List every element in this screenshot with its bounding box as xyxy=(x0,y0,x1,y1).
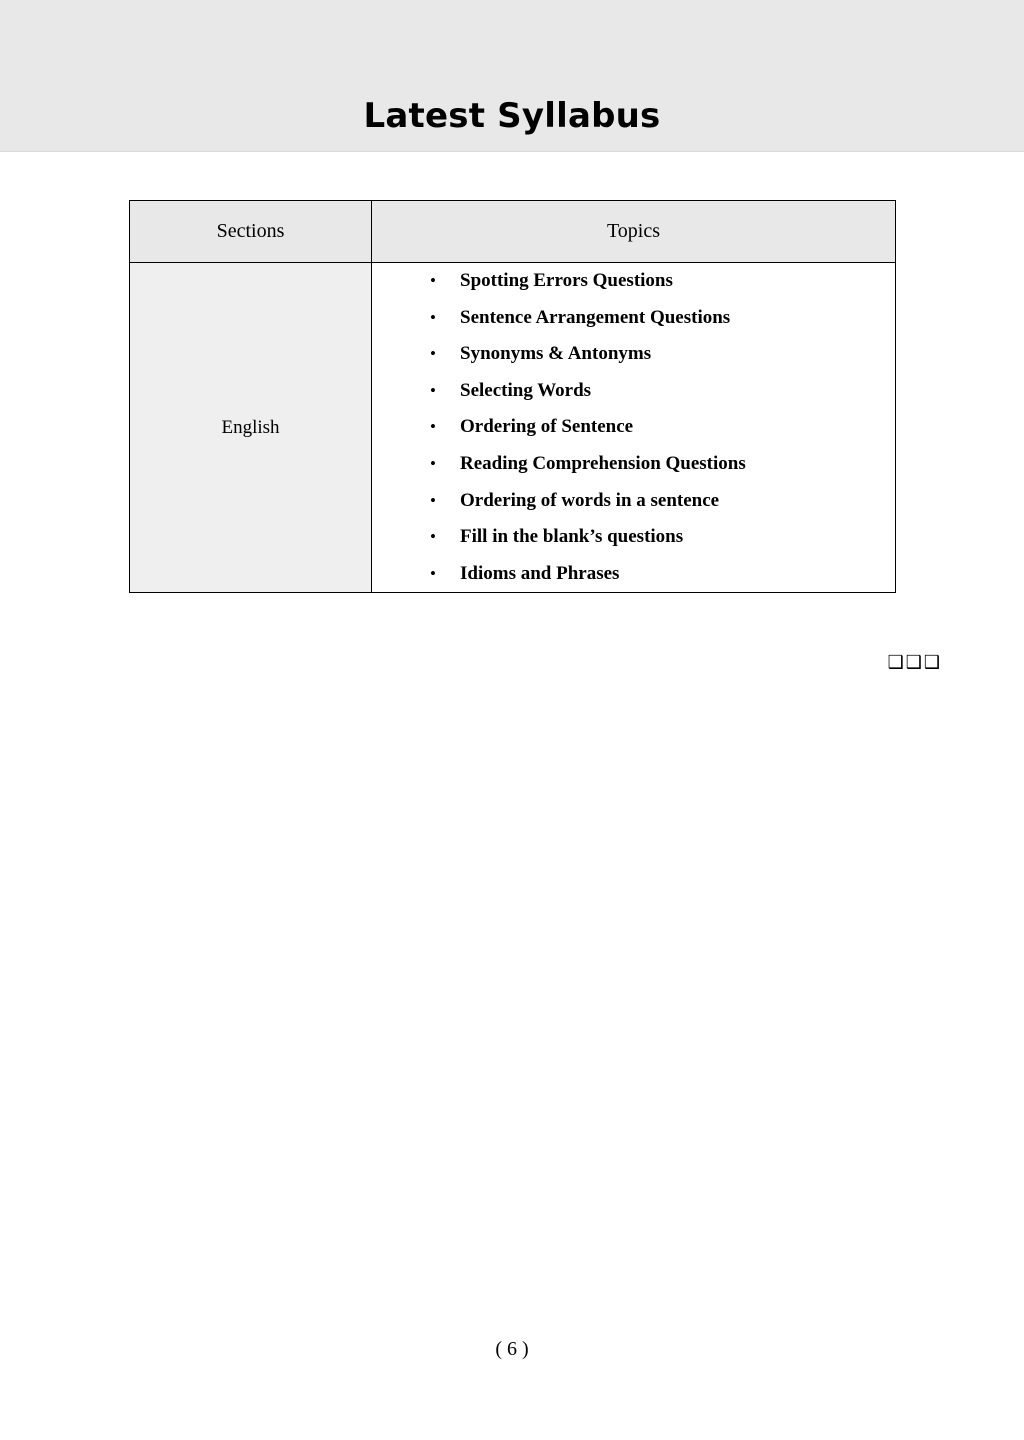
list-item: • Ordering of words in a sentence xyxy=(430,483,895,520)
syllabus-table xyxy=(129,200,896,593)
list-item: • Fill in the blank’s questions xyxy=(430,519,895,556)
list-item: • Sentence Arrangement Questions xyxy=(430,300,895,337)
topics-list xyxy=(372,263,895,592)
list-item: • Ordering of Sentence xyxy=(430,409,895,446)
page-number: ( 6 ) xyxy=(495,1338,529,1360)
section-name-cell: English xyxy=(130,263,372,593)
column-header-topics: Topics xyxy=(372,201,896,263)
list-item: • Idioms and Phrases xyxy=(430,556,895,593)
list-item: • Reading Comprehension Questions xyxy=(430,446,895,483)
table-row xyxy=(130,263,896,593)
list-item: • Selecting Words xyxy=(430,373,895,410)
topics-cell xyxy=(372,263,896,593)
list-item: • Spotting Errors Questions xyxy=(430,263,895,300)
end-of-section-marks: ❑❑❑ xyxy=(887,652,942,673)
table-header-row xyxy=(130,201,896,263)
page-title: Latest Syllabus xyxy=(363,96,661,136)
column-header-sections: Sections xyxy=(130,201,372,263)
list-item: • Synonyms & Antonyms xyxy=(430,336,895,373)
